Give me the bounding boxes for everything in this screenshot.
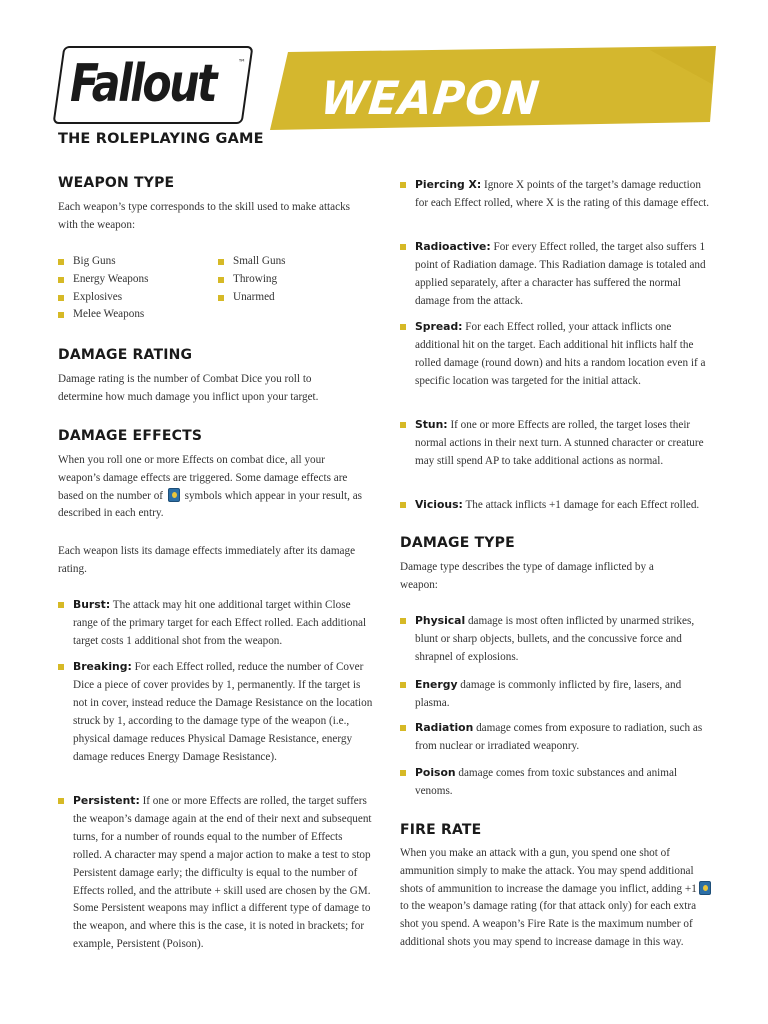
fire-rate-text: When you make an attack with a gun, you spend one shot of ammunition simply to make the attack. You may spend additional shots of ammunition to increase the damage you inflict, adding +1 to the weapon’s damage rating (for that attack only) for each extra shot you spend. A weapon’s Fire Rate is the maximum number of additional shots you may spend to increase damage in this way. xyxy=(400,845,715,952)
bullet-icon xyxy=(400,502,406,508)
logo-trademark: ™ xyxy=(238,58,246,67)
weapon-type-list-b xyxy=(218,253,368,306)
bullet-icon xyxy=(400,244,406,250)
damage-type-radiation: Radiation damage comes from exposure to radiation, such as from nuclear or irradiated weaponry. xyxy=(400,719,715,756)
damage-type-physical: Physical damage is most often inflicted by unarmed strikes, blunt or sharp objects, bullets, and the concussive force and shrapnel of explosions. xyxy=(400,612,715,667)
effect-entry-piercing: Piercing X: Ignore X points of the target’s damage reduction for each Effect rolled, where X is the rating of this damage effect. xyxy=(400,176,715,213)
effect-die-icon xyxy=(168,488,180,502)
list-item: Unarmed xyxy=(218,289,368,307)
effect-entry-spread: Spread: For each Effect rolled, your attack inflicts one additional hit on the target. Each additional hit inflicts half the rolled damage (round down) and hits a random location even if a specific location was targeted for the initial attack. xyxy=(400,318,715,391)
weapon-type-intro: Each weapon’s type corresponds to the skill used to make attacks with the weapon: xyxy=(58,201,351,231)
damage-type-intro: Damage type describes the type of damage inflicted by a weapon: xyxy=(400,561,654,591)
bullet-icon xyxy=(58,312,64,318)
list-item: Small Guns xyxy=(218,253,368,271)
bullet-icon xyxy=(400,618,406,624)
effect-entry-stun: Stun: If one or more Effects are rolled, the target loses their normal actions in their next turn. A stunned character or creature may still spend AP to take additional actions as normal. xyxy=(400,416,715,471)
bullet-icon xyxy=(400,725,406,731)
bullet-icon xyxy=(218,277,224,283)
damage-rating-text: Damage rating is the number of Combat Dice you roll to determine how much damage you inflict upon your target. xyxy=(58,373,319,403)
effect-entry-vicious: Vicious: The attack inflicts +1 damage for each Effect rolled. xyxy=(400,496,715,515)
list-item: Energy Weapons xyxy=(58,271,208,289)
weapon-type-list-a xyxy=(58,253,208,324)
bullet-icon xyxy=(400,422,406,428)
effect-entry-persistent: Persistent: If one or more Effects are rolled, the target suffers the weapon’s damage again at the end of their next and subsequent turns, for a number of rounds equal to the number of Effects rolled. A character may spend a major action to make a test to stop Persistent damage early; the difficulty is equal to the number of Effects rolled, and the attribute + skill used are chosen by the GM. Some Persistent weapons may inflict a different type of damage to the weapon, and where this is the case, it is noted in brackets; for example, Persistent (Poison). xyxy=(58,792,373,954)
effect-die-icon xyxy=(699,881,711,895)
bullet-icon xyxy=(58,295,64,301)
damage-type-energy: Energy damage is commonly inflicted by fire, lasers, and plasma. xyxy=(400,676,715,713)
bullet-icon xyxy=(58,798,64,804)
bullet-icon xyxy=(58,664,64,670)
effect-entry-breaking: Breaking: For each Effect rolled, reduce the number of Cover Dice a piece of cover provides by 1, permanently. If the target is not in cover, instead reduce the Damage Resistance on the location struck by 1, according to the damage type of the weapon (i.e., physical damage reduces Physical Damage Resistance, energy damage reduces Energy Damage Resistance). xyxy=(58,658,373,766)
damage-effects-intro: When you roll one or more Effects on combat dice, all your weapon’s damage effects are triggered. Some damage effects are based on the number of symbols which appear in your result, as described in each entry. xyxy=(58,454,363,520)
logo-subtitle: THE ROLEPLAYING GAME xyxy=(58,131,264,147)
bullet-icon xyxy=(58,277,64,283)
effect-entry-radioactive: Radioactive: For every Effect rolled, the target also suffers 1 point of Radiation damage. This Radiation damage is totaled and applied separately, after a character has suffered the normal damage from the attack. xyxy=(400,238,715,311)
fallout-logo: Fallout xyxy=(70,54,216,114)
list-item: Explosives xyxy=(58,289,208,307)
heading-weapon-type: WEAPON TYPE xyxy=(58,175,175,191)
list-item: Throwing xyxy=(218,271,368,289)
list-item: Melee Weapons xyxy=(58,306,208,324)
bullet-icon xyxy=(58,602,64,608)
bullet-icon xyxy=(218,295,224,301)
bullet-icon xyxy=(400,770,406,776)
heading-damage-type: DAMAGE TYPE xyxy=(400,535,515,551)
heading-fire-rate: FIRE RATE xyxy=(400,822,482,838)
damage-type-poison: Poison damage comes from toxic substances and animal venoms. xyxy=(400,764,715,801)
heading-damage-rating: DAMAGE RATING xyxy=(58,347,193,363)
damage-effects-note: Each weapon lists its damage effects immediately after its damage rating. xyxy=(58,545,356,575)
heading-damage-effects: DAMAGE EFFECTS xyxy=(58,428,203,444)
bullet-icon xyxy=(400,324,406,330)
page-title: WEAPON RULES xyxy=(312,71,543,181)
bullet-icon xyxy=(58,259,64,265)
list-item: Big Guns xyxy=(58,253,208,271)
effect-entry-burst: Burst: The attack may hit one additional target within Close range of the primary target for each Effect rolled. Each additional target costs 1 additional shot from the weapon. xyxy=(58,596,373,651)
bullet-icon xyxy=(400,182,406,188)
bullet-icon xyxy=(218,259,224,265)
bullet-icon xyxy=(400,682,406,688)
